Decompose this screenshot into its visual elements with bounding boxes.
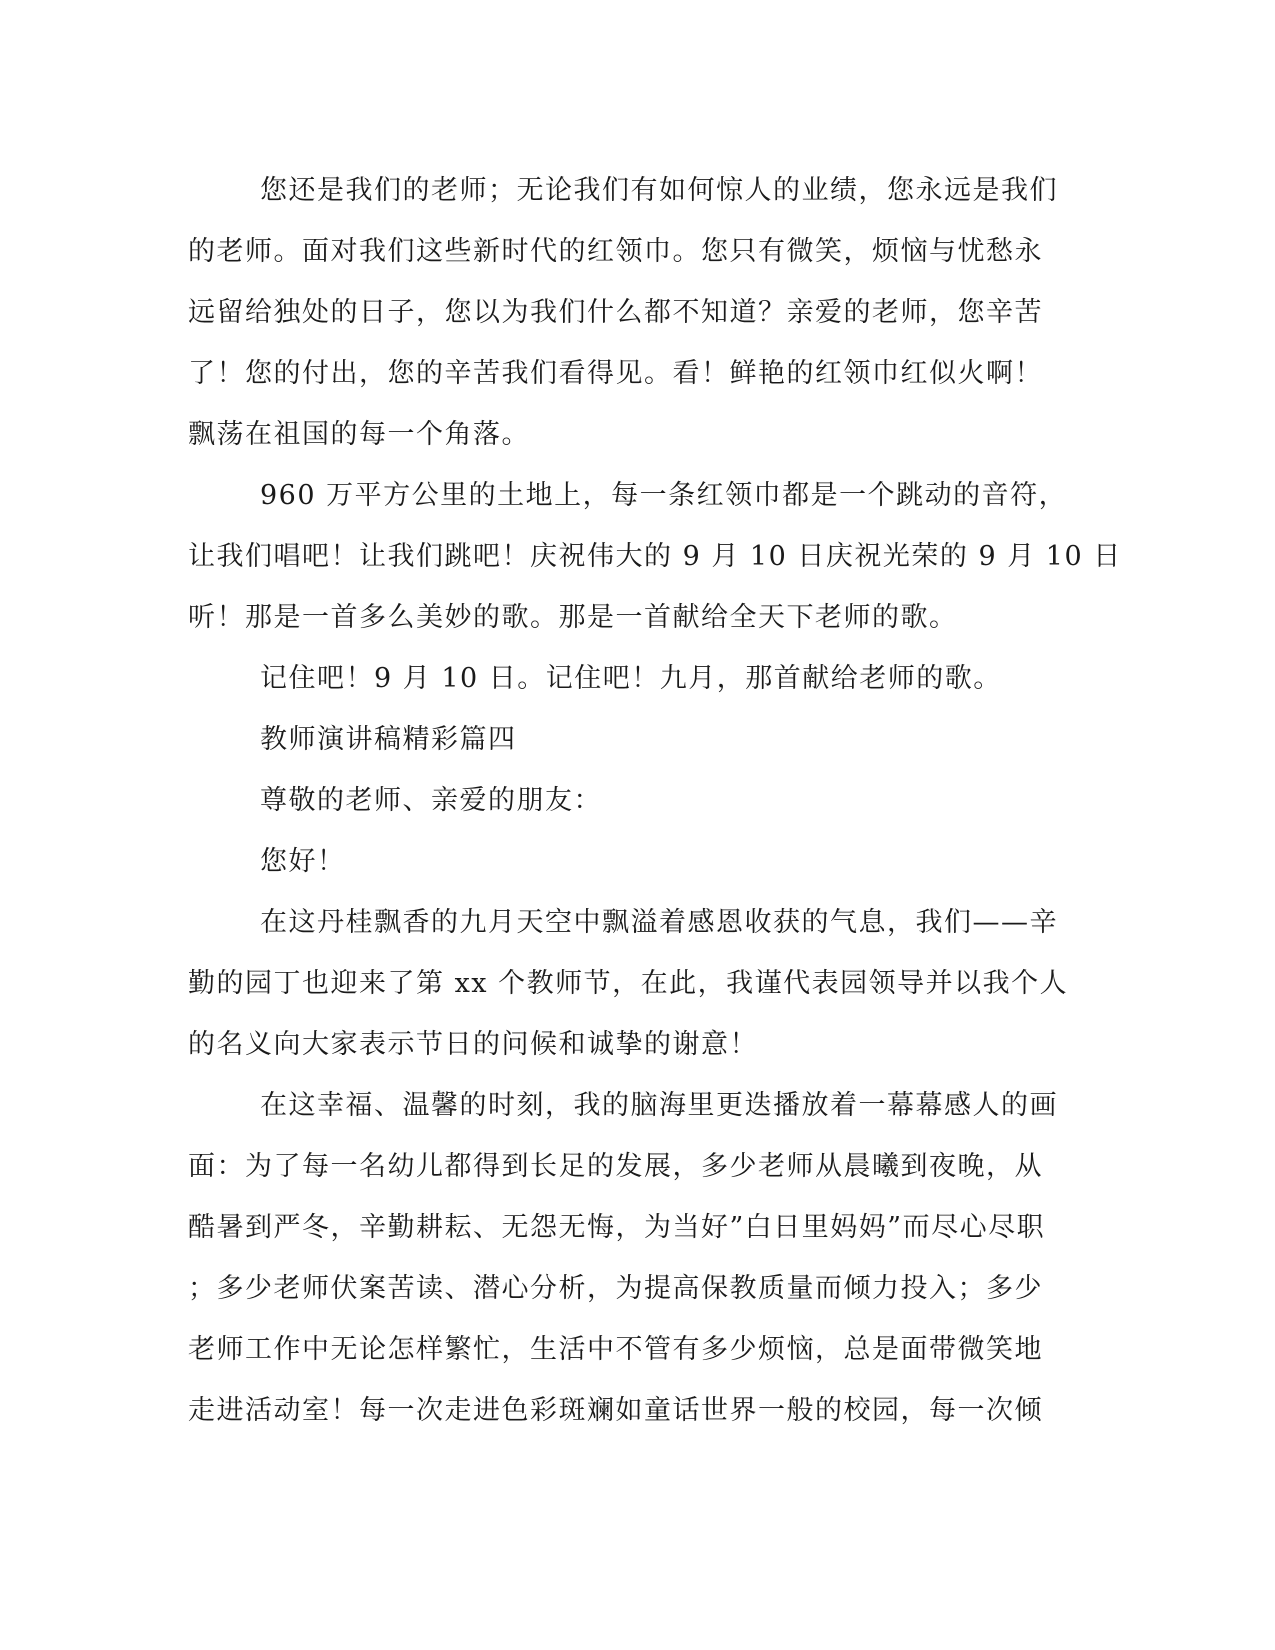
text-line: 的名义向大家表示节日的问候和诚挚的谢意！ (188, 1029, 758, 1060)
text-line: 勤的园丁也迎来了第 xx 个教师节，在此，我谨代表园领导并以我个人 (188, 968, 1069, 999)
text-line: 老师工作中无论怎样繁忙，生活中不管有多少烦恼，总是面带微笑地 (188, 1334, 1043, 1365)
text-line: 的老师。面对我们这些新时代的红领巾。您只有微笑，烦恼与忧愁永 (188, 236, 1043, 267)
text-line: 在这丹桂飘香的九月天空中飘溢着感恩收获的气息，我们——辛 (260, 907, 1058, 938)
text-line: 了！您的付出，您的辛苦我们看得见。看！鲜艳的红领巾红似火啊！ (188, 358, 1043, 389)
text-line: 面：为了每一名幼儿都得到长足的发展，多少老师从晨曦到夜晚，从 (188, 1151, 1043, 1182)
salutation: 尊敬的老师、亲爱的朋友： (260, 785, 602, 816)
text-line: 酷暑到严冬，辛勤耕耘、无怨无悔，为当好”白日里妈妈”而尽心尽职 (188, 1212, 1046, 1243)
text-line: 远留给独处的日子，您以为我们什么都不知道？亲爱的老师，您辛苦 (188, 297, 1043, 328)
text-line: 在这幸福、温馨的时刻，我的脑海里更迭播放着一幕幕感人的画 (260, 1090, 1058, 1121)
section-heading: 教师演讲稿精彩篇四 (260, 724, 517, 755)
text-line: ；多少老师伏案苦读、潜心分析，为提高保教质量而倾力投入；多少 (188, 1273, 1043, 1304)
text-line: 走进活动室！每一次走进色彩斑斓如童话世界一般的校园，每一次倾 (188, 1395, 1043, 1426)
text-line: 您还是我们的老师；无论我们有如何惊人的业绩，您永远是我们 (260, 175, 1058, 206)
text-line: 960 万平方公里的土地上，每一条红领巾都是一个跳动的音符， (260, 480, 1068, 511)
text-line: 飘荡在祖国的每一个角落。 (188, 419, 530, 450)
text-line: 记住吧！9 月 10 日。记住吧！九月，那首献给老师的歌。 (260, 663, 1002, 694)
text-line: 让我们唱吧！让我们跳吧！庆祝伟大的 9 月 10 日庆祝光荣的 9 月 10 日 (188, 541, 1122, 572)
document-body (188, 160, 1122, 1441)
greeting: 您好！ (260, 846, 346, 877)
text-line: 听！那是一首多么美妙的歌。那是一首献给全天下老师的歌。 (188, 602, 958, 633)
